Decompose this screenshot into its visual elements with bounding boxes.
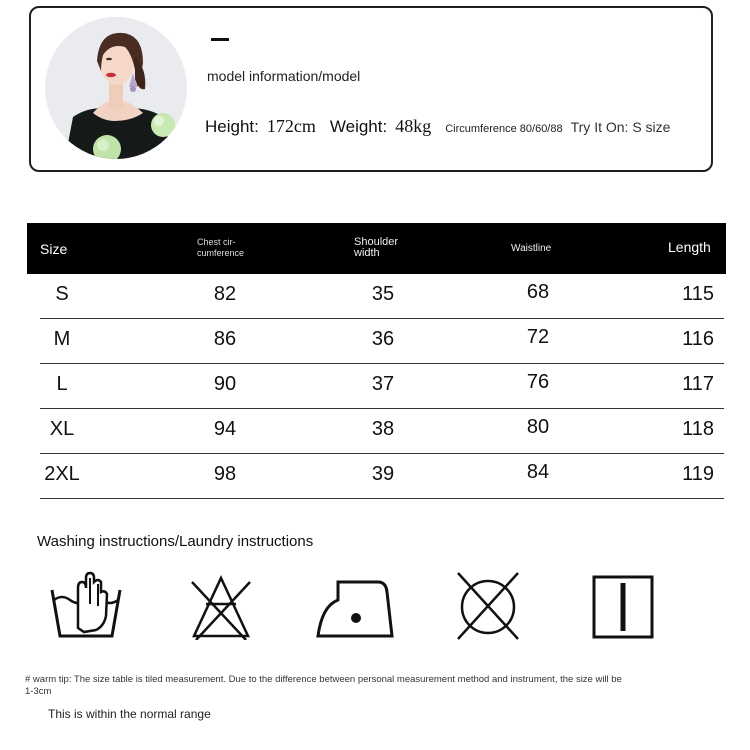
header-shoulder: Shoulder width: [354, 236, 399, 259]
waist-cell: 80: [526, 416, 550, 438]
table-row: [40, 319, 724, 364]
waist-cell: 72: [526, 326, 550, 348]
waist-cell: 68: [526, 281, 550, 303]
warm-tip-text: # warm tip: The size table is tiled measurement. Due to the difference between personal measurement method and instrument, the size will be 1-3cm: [25, 674, 622, 697]
waist-cell: 84: [526, 461, 550, 483]
weight-label: Weight:: [329, 117, 388, 136]
header-waistline: Waistline: [511, 243, 552, 254]
length-cell: 116: [682, 328, 714, 350]
washing-title: Washing instructions/Laundry instructions: [37, 533, 314, 550]
waist-cell: 76: [526, 371, 550, 393]
chest-cell: 94: [213, 418, 237, 440]
title-dash: [211, 38, 229, 41]
height-value: 172cm: [266, 116, 316, 136]
size-cell: L: [56, 373, 68, 395]
try-on-size: Try It On: S size: [570, 119, 671, 135]
chest-cell: 90: [213, 373, 237, 395]
table-row: [40, 364, 724, 409]
length-cell: 118: [682, 418, 714, 440]
shoulder-cell: 36: [371, 328, 395, 350]
shoulder-cell: 35: [371, 283, 395, 305]
shoulder-cell: 39: [371, 463, 395, 485]
size-cell: M: [53, 328, 71, 350]
size-table-header: [27, 223, 726, 274]
table-row: [40, 274, 724, 319]
chest-cell: 98: [213, 463, 237, 485]
table-row: [40, 454, 724, 499]
header-chest: Chest cir-cumference: [197, 237, 245, 258]
length-cell: 115: [682, 283, 714, 305]
size-cell: S: [55, 283, 69, 305]
size-table-body: [40, 274, 724, 499]
line-dry-icon: [592, 575, 654, 644]
shoulder-cell: 37: [371, 373, 395, 395]
iron-medium-icon: [316, 576, 394, 645]
length-cell: 117: [682, 373, 714, 395]
do-not-bleach-icon: [190, 574, 252, 645]
header-length: Length: [668, 239, 711, 255]
model-info-card: [29, 6, 713, 172]
shoulder-cell: 38: [371, 418, 395, 440]
size-cell: XL: [49, 418, 75, 440]
model-measurements: [205, 116, 670, 137]
model-avatar: [45, 17, 187, 159]
table-row: [40, 409, 724, 454]
height-label: Height:: [205, 117, 259, 136]
hand-wash-icon: [50, 570, 122, 645]
size-cell: 2XL: [44, 463, 80, 485]
normal-range-text: This is within the normal range: [48, 707, 211, 721]
length-cell: 119: [682, 463, 714, 485]
circumference-text: Circumference 80/60/88: [445, 123, 563, 135]
header-size: Size: [40, 241, 68, 257]
chest-cell: 82: [213, 283, 237, 305]
model-info-title: model information/model: [207, 68, 361, 84]
weight-value: 48kg: [395, 116, 432, 136]
chest-cell: 86: [213, 328, 237, 350]
do-not-tumble-dry-icon: [456, 571, 520, 646]
